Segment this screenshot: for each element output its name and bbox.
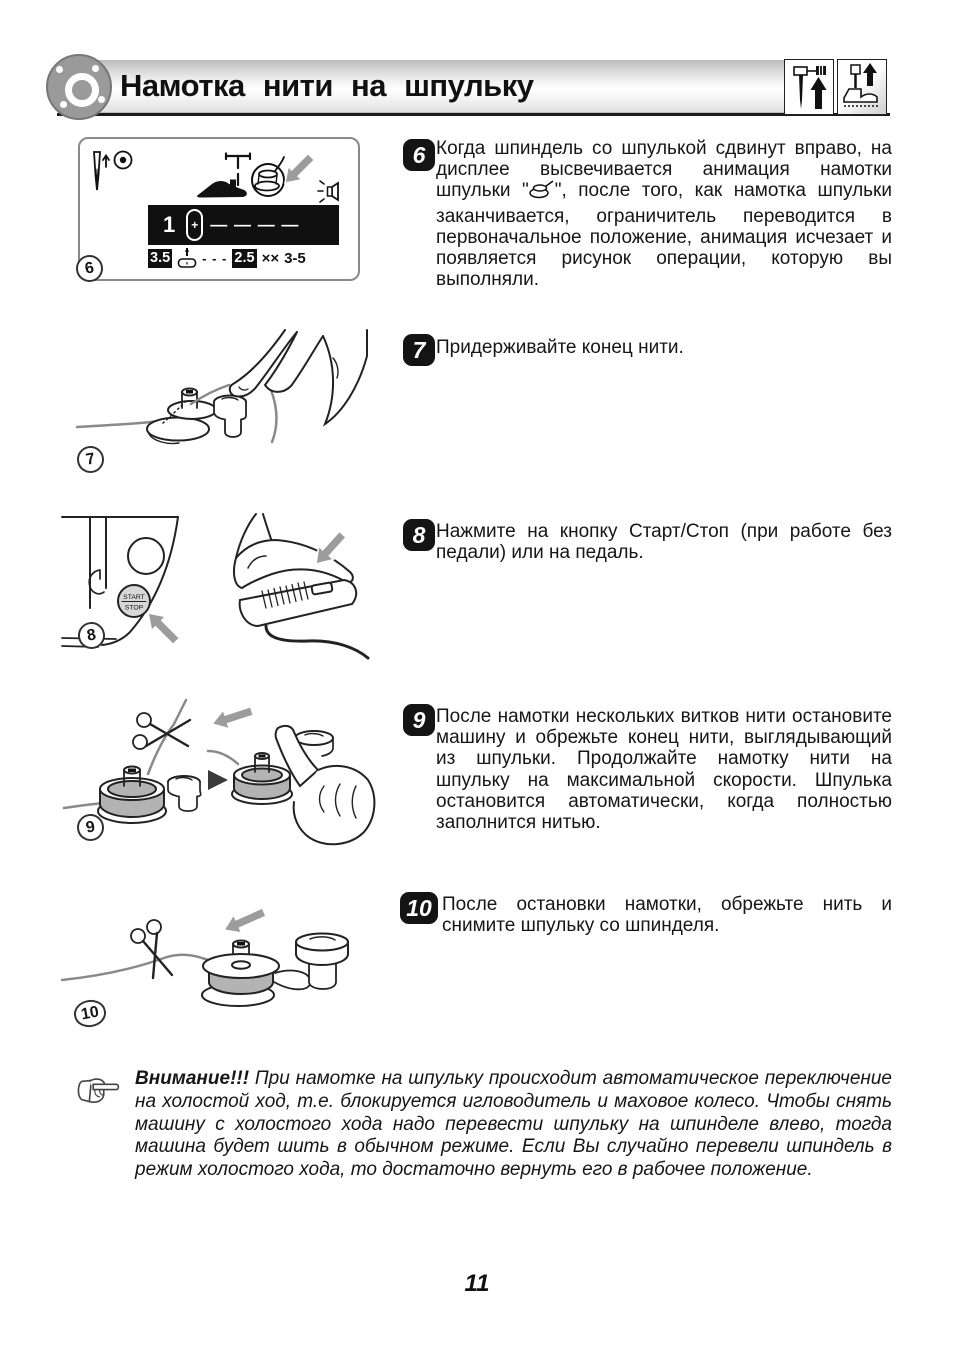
warning-label: Внимание!!! <box>135 1068 250 1089</box>
lcd-pattern-number: 1 <box>163 212 176 237</box>
figure-number-10: 10 <box>72 997 108 1029</box>
lcd-dash-indicator: - - - <box>202 251 228 266</box>
figure-remove-bobbin <box>60 898 380 1033</box>
warning-note <box>135 1068 892 1182</box>
figure-start-stop-pedal <box>60 512 370 660</box>
button-arrow <box>141 606 183 648</box>
figure-number-7: 7 <box>75 444 106 475</box>
start-stop-label-1: START <box>123 594 145 601</box>
needle-up-icon <box>784 59 834 115</box>
lcd-foot-icon <box>177 247 197 270</box>
lcd-stitch-bar <box>148 205 339 245</box>
page-title: Намотка нити на шпульку <box>120 68 534 103</box>
step-8-text: Нажмите на кнопку Старт/Стоп (при работе без педали) или на педаль. <box>436 521 892 564</box>
step-7-text: Придерживайте конец нити. <box>436 337 684 358</box>
bobbin-animation-icon <box>529 180 555 205</box>
step-10-text: После остановки намотки, обрежьте нить и снимите шпульку со шпинделя. <box>442 894 892 937</box>
start-stop-label-2: STOP <box>124 604 144 612</box>
step-10-badge: 10 <box>400 892 438 924</box>
lcd-stitch-dashes: — — — — <box>210 215 300 234</box>
header-underline <box>57 113 890 116</box>
figure-cut-thread-continue <box>62 694 377 849</box>
figure-number-9: 9 <box>75 812 106 843</box>
page-number: 11 <box>464 1270 490 1297</box>
lcd-stitch-length: 2.5 <box>234 250 255 266</box>
lcd-settings-row <box>148 247 360 270</box>
presser-foot-up-glyph <box>840 62 884 112</box>
lcd-gray-arrow <box>278 150 318 190</box>
step-6-badge: 6 <box>403 139 435 171</box>
step-9-badge: 9 <box>403 704 435 736</box>
lcd-tension-range: 3-5 <box>284 250 306 267</box>
step-8-badge: 8 <box>403 519 435 551</box>
presser-foot-up-icon <box>837 59 887 115</box>
step-6-text: Когда шпиндель со шпулькой сдвинут вправо, на дисплее высвечивается анимация намотки шпульки " ", после того, как намотка шпульки заканчивается, ограничитель переводится в первоначальное положение, анимация исчезает и появляется рисунок операции, которую вы выполняли. <box>436 138 892 291</box>
lcd-stitch-width: 3.5 <box>150 250 171 266</box>
figure-number-6: 6 <box>74 253 105 284</box>
figure-hold-thread <box>75 328 370 480</box>
lcd-tension-marks: ×× <box>261 250 280 267</box>
lcd-display-figure <box>78 137 360 281</box>
step-7-badge: 7 <box>403 334 435 366</box>
step-9-text: После намотки нескольких витков нити остановите машину и обрежьте конец нити, выглядывающий из шпульки. Продолжайте намотку нити на шпульку на максимальной скорости. Шпулька остановится автоматически, когда полностью заполнится нитью. <box>436 706 892 834</box>
needle-up-glyph <box>787 62 831 112</box>
warning-body: При намотке на шпульку происходит автоматическое переключение на холостой ход, т.е. блокируется игловодитель и маховое колесо. Чтобы снять машину с холостого хода надо перевести шпульку на шпинделе влево, тогда машина будет шить в обычном режиме. Если Вы случайно перевели шпиндель в режим холостого хода, то достаточно вернуть его в рабочее положение. <box>135 1068 892 1181</box>
spindle-left-arrow <box>209 702 255 734</box>
remove-arrow <box>220 903 268 939</box>
bobbin-logo-icon <box>46 54 112 120</box>
figure-number-8: 8 <box>76 620 107 651</box>
lcd-stitch-symbol: + <box>186 209 203 241</box>
pointing-hand-icon <box>74 1072 122 1115</box>
